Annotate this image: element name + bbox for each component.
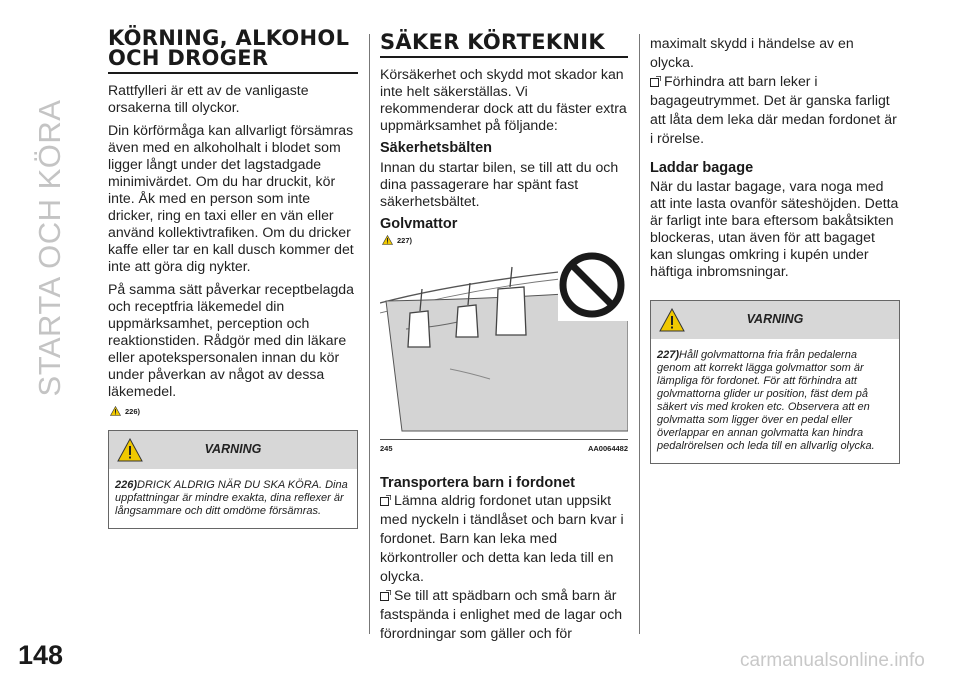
subheading: Golvmattor bbox=[380, 216, 458, 232]
page-number: 148 bbox=[18, 640, 64, 670]
heading-rule bbox=[380, 56, 628, 58]
warning-text: 226)DRICK ALDRIG NÄR DU SKA KÖRA. Dina uppfattningar är mindre exakta, dina reflexer är långsammare och ditt omdöme försämras. bbox=[115, 479, 348, 517]
warning-reference: 226) bbox=[110, 406, 358, 416]
subheading: Transportera barn i fordonet bbox=[380, 475, 575, 491]
paragraph: Körsäkerhet och skydd mot skador kan inte helt säkerställas. Vi rekommenderar dock att du fäster extra uppmärksamhet på följande: bbox=[380, 66, 627, 133]
paragraph: Rattfylleri är ett av de vanligaste orsakerna till olyckor. bbox=[108, 82, 309, 115]
warning-text: 227)Håll golvmattorna fria från pedalerna genom att korrekt lägga golvmattor som är lämpliga för fordonet. För att förhindra att golvmattorna glider ur position, fäst dem på säkert vis med kroken etc. Observera att en golvmatta som ligger över en pedal eller överlappar en annan golvmatta kan hindra pedalrörelsen och leda till en allvarlig olycka. bbox=[657, 349, 875, 452]
paragraph: maximalt skydd i händelse av en olycka. bbox=[650, 35, 854, 70]
bullet-item: Förhindra att barn leker i bagageutrymmet. Det är ganska farligt att låta dem leka där medan fordonet är i rörelse. bbox=[650, 73, 897, 146]
heading-rule bbox=[108, 72, 358, 74]
floor-mat-illustration bbox=[380, 249, 628, 440]
warning-box bbox=[650, 300, 900, 464]
column-divider bbox=[369, 34, 370, 634]
paragraph: Innan du startar bilen, se till att du och dina passagerare har spänt fast säkerhetsbältet. bbox=[380, 159, 619, 209]
bullet-item: Se till att spädbarn och små barn är fastspända i enlighet med de lagar och förordningar som gäller och för bbox=[380, 587, 623, 641]
checkbox-bullet-icon bbox=[380, 590, 391, 601]
paragraph: På samma sätt påverkar receptbelagda och receptfria läkemedel din uppmärksamhet, perception och reaktionstiden. Rådgör med din läkare eller apotekspersonalen innan du kör under påverkan av något av dessa läkemedel. bbox=[108, 281, 354, 399]
warning-triangle-icon bbox=[382, 235, 393, 245]
figure-caption bbox=[380, 444, 628, 453]
warning-header bbox=[109, 431, 357, 469]
checkbox-bullet-icon bbox=[650, 76, 661, 87]
checkbox-bullet-icon bbox=[380, 495, 391, 506]
warning-triangle-icon bbox=[110, 406, 121, 416]
warning-box bbox=[108, 430, 358, 529]
paragraph: När du lastar bagage, vara noga med att inte lasta ovanför säteshöjden. Detta är farligt inte bara eftersom bakåtsikten blockeras, utan även för att bagaget kan slungas omkring i kupén under häftiga inbromsningar. bbox=[650, 178, 899, 279]
watermark: carmanualsonline.info bbox=[740, 650, 925, 671]
paragraph: Din körförmåga kan allvarligt försämras även med en alkoholhalt i blodet som ligger långt under det lagstadgade minimivärdet. Om du har druckit, kör inte. Åk med en person som inte dricker, ring en taxi eller en vän eller använd kollektivtrafiken. Om du dricker kaffe eller tar en kall dusch kommer det inte att göra dig nykter. bbox=[108, 122, 354, 274]
figure-number: 245 bbox=[380, 444, 393, 453]
subheading: Säkerhetsbälten bbox=[380, 140, 493, 156]
warning-title: VARNING bbox=[746, 312, 804, 326]
pedal-floor-mat-drawing bbox=[380, 249, 628, 439]
column-2 bbox=[380, 28, 628, 643]
warning-header bbox=[651, 301, 899, 339]
warning-title: VARNING bbox=[204, 442, 262, 456]
column-1 bbox=[108, 28, 358, 529]
section-heading: SÄKER KÖRTEKNIK bbox=[380, 30, 605, 54]
column-divider bbox=[639, 34, 640, 634]
subheading: Laddar bagage bbox=[650, 160, 754, 176]
figure-code: AA0064482 bbox=[587, 444, 628, 453]
warning-reference: 227) bbox=[382, 235, 628, 245]
bullet-item: Lämna aldrig fordonet utan uppsikt med nyckeln i tändlåset och barn kvar i fordonet. Barn kan leka med körkontroller och detta kan leda till en olycka. bbox=[380, 492, 624, 584]
section-side-label: STARTA OCH KÖRA bbox=[32, 99, 67, 397]
column-3 bbox=[650, 34, 900, 464]
section-heading: KÖRNING, ALKOHOL OCH DROGER bbox=[108, 26, 350, 70]
